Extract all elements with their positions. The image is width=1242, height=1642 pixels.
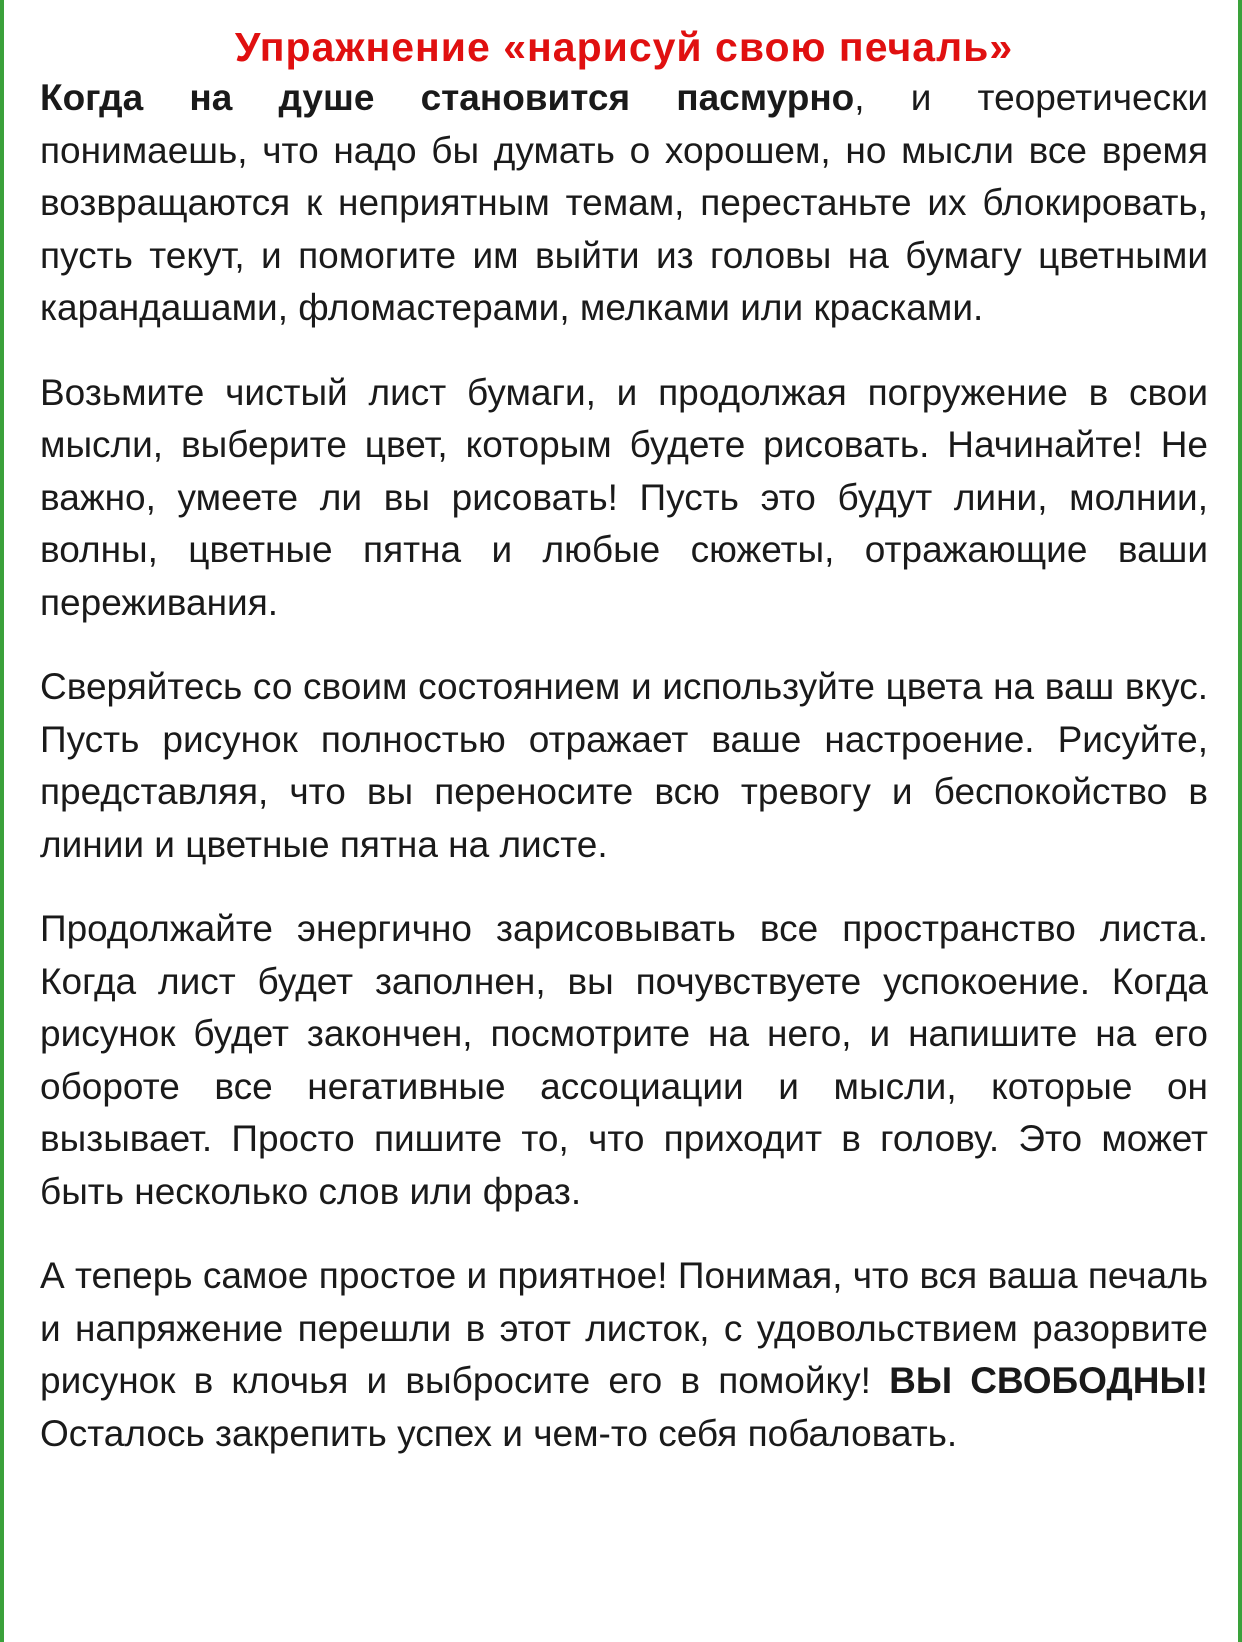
document-body (40, 22, 1208, 1460)
paragraph-fill-sheet: Продолжайте энергично зарисовывать все пространство листа. Когда лист будет заполнен, вы почувствуете успокоение. Когда рисунок будет закончен, посмотрите на него, и напишите на его обороте все негативные ассоциации и мысли, которые он вызывает. Просто пишите то, что приходит в голову. Это может быть несколько слов или фраз. (40, 908, 1208, 1212)
finale-text-after: Осталось закрепить успех и чем-то себя побаловать. (40, 1412, 958, 1454)
intro-text: , и теоретически понимаешь, что надо бы думать о хорошем, но мысли все время возвращаются к неприятным темам, перестаньте их блокировать, пусть текут, и помогите им выйти из головы на бумагу цветными карандашами, фломастерами, мелками или красками. (40, 77, 1208, 328)
page-title: Упражнение «нарисуй свою печаль» (234, 24, 1014, 70)
paragraph-intro (40, 72, 1208, 335)
paragraph-start-drawing: Возьмите чистый лист бумаги, и продолжая погружение в свои мысли, выберите цвет, которым будете рисовать. Начинайте! Не важно, умеете ли вы рисовать! Пусть это будут лини, молнии, волны, цветные пятна и любые сюжеты, отражающие ваши переживания. (40, 371, 1208, 623)
paragraph-finale (40, 1250, 1208, 1460)
finale-text-before: А теперь самое простое и приятное! Понимая, что вся ваша печаль и напряжение перешли в этот листок, с удовольствием разорвите рисунок в клочья и выбросите его в помойку! (40, 1255, 1208, 1401)
finale-bold-free: ВЫ СВОБОДНЫ! (889, 1360, 1209, 1401)
intro-bold-lead: Когда на душе становится пасмурно (40, 77, 855, 118)
paragraph-colors: Сверяйтесь со своим состоянием и используйте цвета на ваш вкус. Пусть рисунок полностью отражает ваше настроение. Рисуйте, представляя, что вы переносите всю тревогу и беспокойство в линии и цветные пятна на листе. (40, 666, 1208, 865)
